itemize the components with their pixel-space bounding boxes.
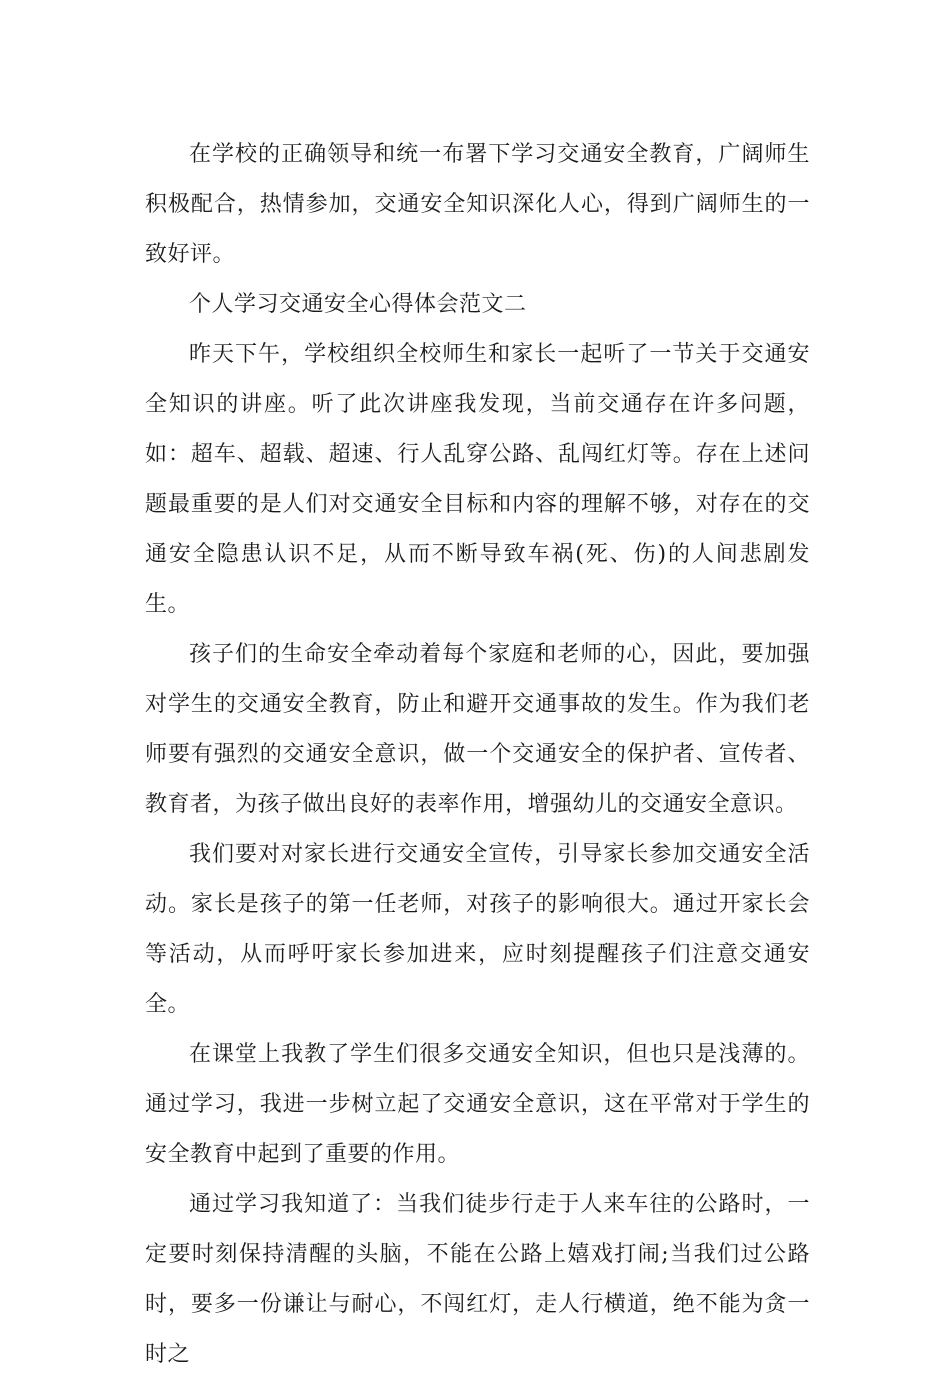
- paragraph-lecture: 昨天下午，学校组织全校师生和家长一起听了一节关于交通安全知识的讲座。听了此次讲座我发现，当前交通存在许多问题，如：超车、超载、超速、行人乱穿公路、乱闯红灯等。存在上述问题最重要的是人们对交通安全目标和内容的理解不够，对存在的交通安全隐患认识不足，从而不断导致车祸(死、伤)的人间悲剧发生。: [145, 342, 810, 617]
- document-body: [145, 130, 810, 1380]
- paragraph-parents: 我们要对对家长进行交通安全宣传，引导家长参加交通安全活动。家长是孩子的第一任老师，对孩子的影响很大。通过开家长会等活动，从而呼吁家长参加进来，应时刻提醒孩子们注意交通安全。: [145, 842, 810, 1017]
- paragraph-classroom: 在课堂上我教了学生们很多交通安全知识，但也只是浅薄的。通过学习，我进一步树立起了交通安全意识，这在平常对于学生的安全教育中起到了重要的作用。: [145, 1042, 810, 1167]
- section-heading: 个人学习交通安全心得体会范文二: [189, 292, 527, 317]
- paragraph-children-safety: 孩子们的生命安全牵动着每个家庭和老师的心，因此，要加强对学生的交通安全教育，防止和避开交通事故的发生。作为我们老师要有强烈的交通安全意识，做一个交通安全的保护者、宣传者、教育者，为孩子做出良好的表率作用，增强幼儿的交通安全意识。: [145, 642, 810, 817]
- paragraph-intro-conclusion: 在学校的正确领导和统一布署下学习交通安全教育，广阔师生积极配合，热情参加，交通安全知识深化人心，得到广阔师生的一致好评。: [145, 142, 810, 267]
- paragraph-learning: 通过学习我知道了：当我们徒步行走于人来车往的公路时，一定要时刻保持清醒的头脑，不能在公路上嬉戏打闹;当我们过公路时，要多一份谦让与耐心，不闯红灯，走人行横道，绝不能为贪一时之: [145, 1192, 810, 1367]
